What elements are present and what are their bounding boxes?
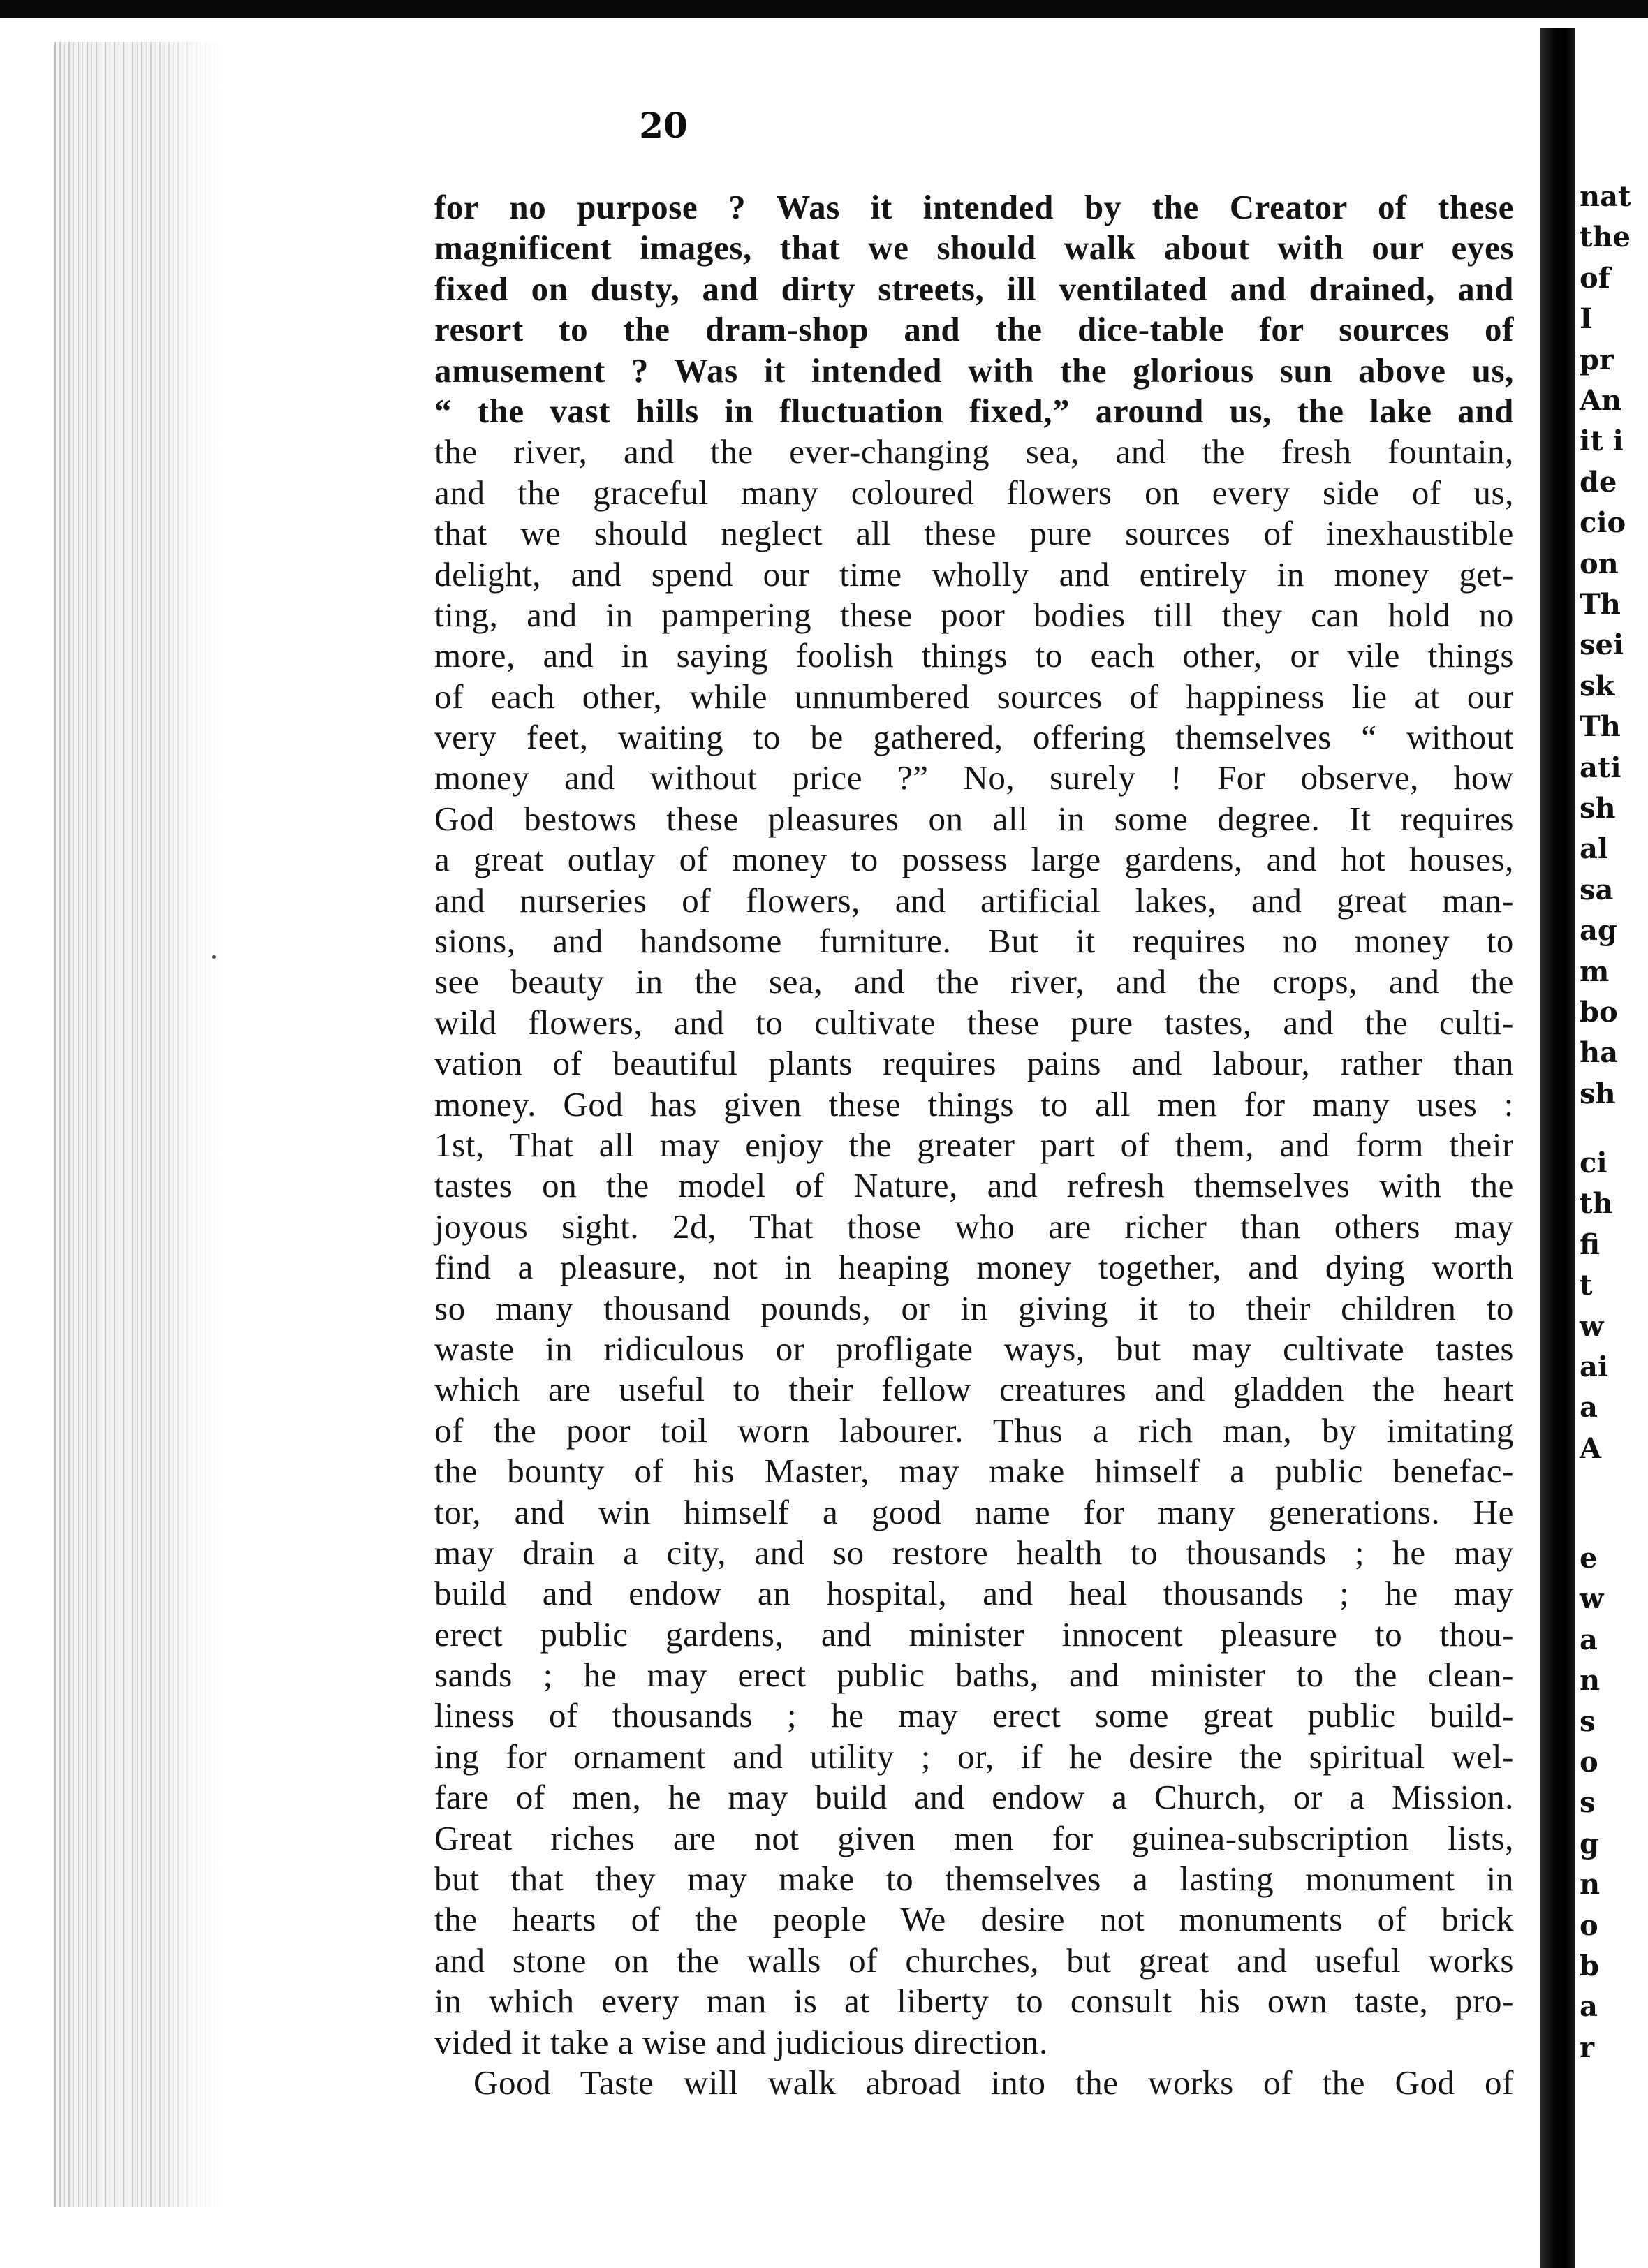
text-line: wild flowers, and to cultivate these pure tastes, and the culti-: [434, 1003, 1514, 1042]
text-line: waste in ridiculous or profligate ways, but may cultivate tastes: [434, 1329, 1514, 1368]
text-line: delight, and spend our time wholly and entirely in money get-: [434, 554, 1514, 594]
facing-page-fragment: th: [1580, 1187, 1613, 1221]
text-line: 1st, That all may enjoy the greater part of them, and form their: [434, 1125, 1514, 1164]
facing-page-fragment: Th: [1580, 710, 1621, 744]
facing-page-fragment: n: [1580, 1868, 1601, 1901]
text-line: ting, and in pampering these poor bodies till they can hold no: [434, 595, 1514, 634]
facing-page-fragment: r: [1580, 2031, 1595, 2064]
text-line: may drain a city, and so restore health to thousands ; he may: [434, 1533, 1514, 1572]
facing-page-fragment: the: [1580, 221, 1631, 254]
page-body-text: [434, 187, 1514, 2103]
text-line: money and without price ?” No, surely ! For observe, how: [434, 758, 1514, 797]
text-line: Good Taste will walk abroad into the works of the God of: [473, 2063, 1514, 2102]
facing-page-fragment: pr: [1580, 343, 1614, 376]
text-line: ing for ornament and utility ; or, if he desire the spiritual wel-: [434, 1737, 1514, 1776]
facing-page-edge: [1575, 28, 1648, 2268]
facing-page-fragment: b: [1580, 1950, 1599, 1982]
facing-page-fragment: m: [1580, 955, 1610, 988]
text-line: the hearts of the people We desire not monuments of brick: [434, 1900, 1514, 1939]
facing-page-fragment: n: [1580, 1664, 1601, 1698]
facing-page-fragment: bo: [1580, 996, 1618, 1029]
text-line: more, and in saying foolish things to each other, or vile things: [434, 636, 1514, 675]
facing-page-fragment: t: [1580, 1269, 1593, 1302]
text-line: Great riches are not given men for guinea-subscription lists,: [434, 1818, 1514, 1857]
text-line: magnificent images, that we should walk about with our eyes: [434, 228, 1514, 267]
text-line: very feet, waiting to be gathered, offering themselves “ without: [434, 718, 1514, 757]
facing-page-fragment: o: [1580, 1908, 1598, 1942]
text-line: build and endow an hospital, and heal thousands ; he may: [434, 1574, 1514, 1613]
text-line: of the poor toil worn labourer. Thus a rich man, by imitating: [434, 1411, 1514, 1450]
facing-page-fragment: de: [1580, 465, 1617, 499]
facing-page-fragment: g: [1580, 1827, 1599, 1860]
facing-page-fragment: a: [1580, 1990, 1598, 2024]
text-line: fixed on dusty, and dirty streets, ill ventilated and drained, and: [434, 269, 1514, 308]
facing-page-fragment: a: [1580, 1623, 1598, 1656]
facing-page-fragment: sei: [1580, 628, 1624, 662]
facing-page-fragment: w: [1580, 1582, 1604, 1616]
facing-page-fragment: ag: [1580, 914, 1617, 948]
text-line: and nurseries of flowers, and artificial lakes, and great man-: [434, 881, 1514, 920]
text-line: tastes on the model of Nature, and refresh themselves with the: [434, 1166, 1514, 1205]
text-line: joyous sight. 2d, That those who are richer than others may: [434, 1207, 1514, 1246]
text-line: a great outlay of money to possess large gardens, and hot houses,: [434, 840, 1514, 879]
facing-page-fragment: sk: [1580, 669, 1615, 702]
text-line: God bestows these pleasures on all in some degree. It requires: [434, 799, 1514, 838]
facing-page-fragment: on: [1580, 547, 1619, 580]
facing-page-fragment: ati: [1580, 751, 1621, 784]
text-line: in which every man is at liberty to consult his own taste, pro-: [434, 1982, 1514, 2021]
text-line: liness of thousands ; he may erect some great public build-: [434, 1696, 1514, 1735]
page-edges-shade: [140, 42, 223, 2207]
facing-page-fragment: s: [1580, 1704, 1596, 1738]
facing-page-fragment: Th: [1580, 588, 1621, 621]
text-line: amusement ? Was it intended with the glorious sun above us,: [434, 351, 1514, 390]
text-line: see beauty in the sea, and the river, and the crops, and the: [434, 962, 1514, 1001]
facing-page-fragment: o: [1580, 1746, 1598, 1779]
facing-page-fragment: fi: [1580, 1228, 1601, 1261]
facing-page-fragment: ha: [1580, 1036, 1618, 1070]
facing-page-fragment: s: [1580, 1786, 1596, 1820]
text-line: money. God has given these things to all men for many uses :: [434, 1084, 1514, 1124]
text-line: vation of beautiful plants requires pains and labour, rather than: [434, 1044, 1514, 1083]
facing-page-fragment: w: [1580, 1309, 1604, 1343]
text-line: which are useful to their fellow creatures and gladden the heart: [434, 1370, 1514, 1409]
text-line: “ the vast hills in fluctuation fixed,” around us, the lake and: [434, 391, 1514, 430]
facing-page-fragment: it i: [1580, 425, 1624, 458]
text-line: tor, and win himself a good name for many generations. He: [434, 1492, 1514, 1531]
text-line: the bounty of his Master, may make himself a public benefac-: [434, 1452, 1514, 1491]
text-line: and the graceful many coloured flowers on every side of us,: [434, 473, 1514, 512]
text-line: so many thousand pounds, or in giving it to their children to: [434, 1288, 1514, 1327]
facing-page-fragment: of: [1580, 261, 1610, 295]
text-line: find a pleasure, not in heaping money together, and dying worth: [434, 1248, 1514, 1287]
margin-speck: [212, 955, 216, 959]
text-line: and stone on the walls of churches, but great and useful works: [434, 1941, 1514, 1980]
text-line: for no purpose ? Was it intended by the Creator of these: [434, 188, 1514, 226]
facing-page-fragment: al: [1580, 832, 1609, 866]
text-line: sions, and handsome furniture. But it requires no money to: [434, 922, 1514, 961]
text-line: vided it take a wise and judicious direction.: [434, 2022, 1048, 2061]
text-line: the river, and the ever-changing sea, and the fresh fountain,: [434, 432, 1514, 471]
facing-page-fragment: sh: [1580, 1077, 1616, 1110]
text-line: but that they may make to themselves a lasting monument in: [434, 1860, 1514, 1899]
text-line: of each other, while unnumbered sources of happiness lie at our: [434, 677, 1514, 716]
facing-page-fragment: sh: [1580, 792, 1616, 825]
facing-page-fragment: a: [1580, 1391, 1598, 1424]
text-line: fare of men, he may build and endow a Church, or a Mission.: [434, 1778, 1514, 1817]
page-number: 20: [639, 105, 688, 146]
facing-page-fragment: A: [1580, 1431, 1602, 1465]
facing-page-fragment: cio: [1580, 506, 1626, 540]
facing-page-fragment: nat: [1580, 180, 1631, 213]
facing-page-fragment: e: [1580, 1542, 1598, 1575]
text-line: resort to the dram-shop and the dice-table for sources of: [434, 310, 1514, 349]
facing-page-fragment: sa: [1580, 873, 1614, 906]
facing-page-fragment: ai: [1580, 1350, 1609, 1383]
text-line: erect public gardens, and minister innocent pleasure to thou-: [434, 1614, 1514, 1654]
text-line: sands ; he may erect public baths, and minister to the clean-: [434, 1656, 1514, 1695]
text-line: that we should neglect all these pure sources of inexhaustible: [434, 514, 1514, 553]
facing-page-fragment: An: [1580, 384, 1622, 417]
facing-page-fragment: I: [1580, 302, 1593, 336]
binding-gutter: [1540, 28, 1575, 2268]
scan-top-border: [0, 0, 1648, 18]
facing-page-fragment: ci: [1580, 1147, 1607, 1179]
